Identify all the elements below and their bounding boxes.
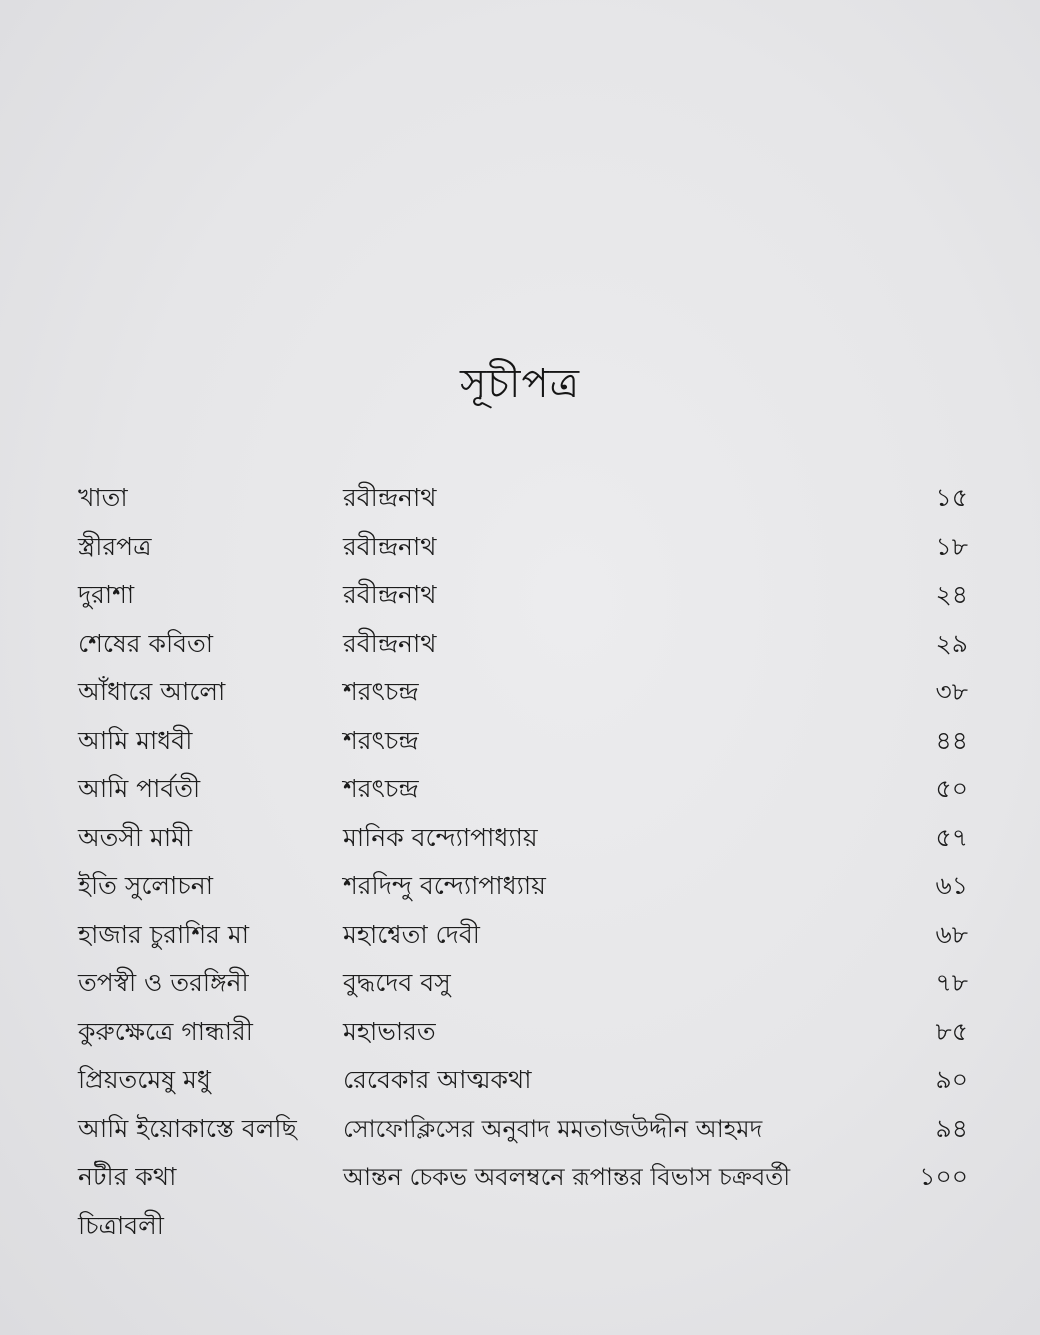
toc-entry-page: ৭৮ <box>935 968 968 997</box>
toc-entry-page: ৫০ <box>935 774 968 803</box>
toc-entry <box>78 866 978 915</box>
toc-entry <box>78 1060 978 1109</box>
toc-entry-author: মানিক বন্দ্যোপাধ্যায় <box>343 822 538 852</box>
toc-entry <box>78 721 978 770</box>
toc-entry-page: ২৪ <box>935 580 968 609</box>
toc-entry-page: ৬১ <box>935 871 968 900</box>
toc-entry-page: ১০০ <box>919 1162 968 1191</box>
toc-entry-title: চিত্রাবলী <box>78 1210 164 1240</box>
toc-entry-author: রবীন্দ্রনাথ <box>343 628 437 658</box>
toc-entry-title: আমি ইয়োকাস্তে বলছি <box>78 1113 297 1143</box>
toc-entry-page: ৩৮ <box>935 677 968 706</box>
table-of-contents <box>78 478 978 1254</box>
toc-entry-title: দুরাশা <box>78 580 135 609</box>
toc-entry-author: শরৎচন্দ্র <box>343 677 419 706</box>
toc-entry-title: নটীর কথা <box>78 1162 177 1191</box>
toc-entry-author: শরৎচন্দ্র <box>343 725 419 755</box>
toc-entry-author: আন্তন চেকভ অবলম্বনে রূপান্তর বিভাস চক্রবর্তী <box>343 1163 791 1191</box>
toc-entry-page: ৬৮ <box>935 919 968 949</box>
toc-entry <box>78 1157 978 1206</box>
toc-entry-author: রেবেকার আত্মকথা <box>343 1065 532 1094</box>
toc-entry <box>78 818 978 867</box>
toc-entry-page: ২৯ <box>935 628 968 658</box>
toc-entry <box>78 672 978 721</box>
toc-entry-page: ৫৭ <box>935 822 968 852</box>
toc-entry <box>78 1109 978 1158</box>
toc-entry-author: সোফোক্লিসের অনুবাদ মমতাজউদ্দীন আহমদ <box>343 1114 763 1143</box>
toc-entry-author: রবীন্দ্রনাথ <box>343 483 437 512</box>
toc-entry-author: মহাভারত <box>343 1016 436 1046</box>
toc-entry-title: আমি পার্বতী <box>78 774 201 803</box>
toc-entry-author: রবীন্দ্রনাথ <box>343 580 437 609</box>
toc-entry-title: কুরুক্ষেত্রে গান্ধারী <box>78 1016 253 1046</box>
toc-entry-title: ইতি সুলোচনা <box>78 871 213 900</box>
toc-entry-page: ১৮ <box>935 531 968 561</box>
toc-entry <box>78 769 978 818</box>
toc-entry-title: আমি মাধবী <box>78 725 193 755</box>
toc-entry-page: ৮৫ <box>935 1016 968 1046</box>
page-heading: সূচীপত্র <box>460 361 580 407</box>
toc-entry-author: বুদ্ধদেব বসু <box>343 968 451 997</box>
toc-entry <box>78 915 978 964</box>
toc-entry-page: ১৫ <box>935 483 968 512</box>
toc-entry-title: খাতা <box>78 483 128 512</box>
toc-entry-title: প্রিয়তমেষু মধু <box>78 1065 211 1094</box>
toc-entry <box>78 1012 978 1061</box>
toc-entry-title: তপস্বী ও তরঙ্গিনী <box>78 968 249 997</box>
toc-entry <box>78 624 978 673</box>
toc-entry <box>78 1206 978 1255</box>
toc-entry-page: ৯৪ <box>935 1113 968 1143</box>
toc-entry <box>78 575 978 624</box>
toc-entry-title: শেষের কবিতা <box>78 628 214 658</box>
toc-entry-author: মহাশ্বেতা দেবী <box>343 919 480 949</box>
toc-entry-title: অতসী মামী <box>78 822 193 852</box>
toc-entry-page: ৯০ <box>935 1065 968 1094</box>
toc-entry-title: হাজার চুরাশির মা <box>78 919 249 949</box>
toc-entry-page: ৪৪ <box>935 725 968 755</box>
toc-entry-title: আঁধারে আলো <box>78 677 226 706</box>
toc-entry <box>78 963 978 1012</box>
toc-entry-author: রবীন্দ্রনাথ <box>343 531 437 561</box>
toc-entry-title: স্ত্রীরপত্র <box>78 531 152 561</box>
toc-entry <box>78 478 978 527</box>
toc-entry <box>78 527 978 576</box>
toc-entry-author: শরদিন্দু বন্দ্যোপাধ্যায় <box>343 871 546 900</box>
toc-entry-author: শরৎচন্দ্র <box>343 774 419 803</box>
